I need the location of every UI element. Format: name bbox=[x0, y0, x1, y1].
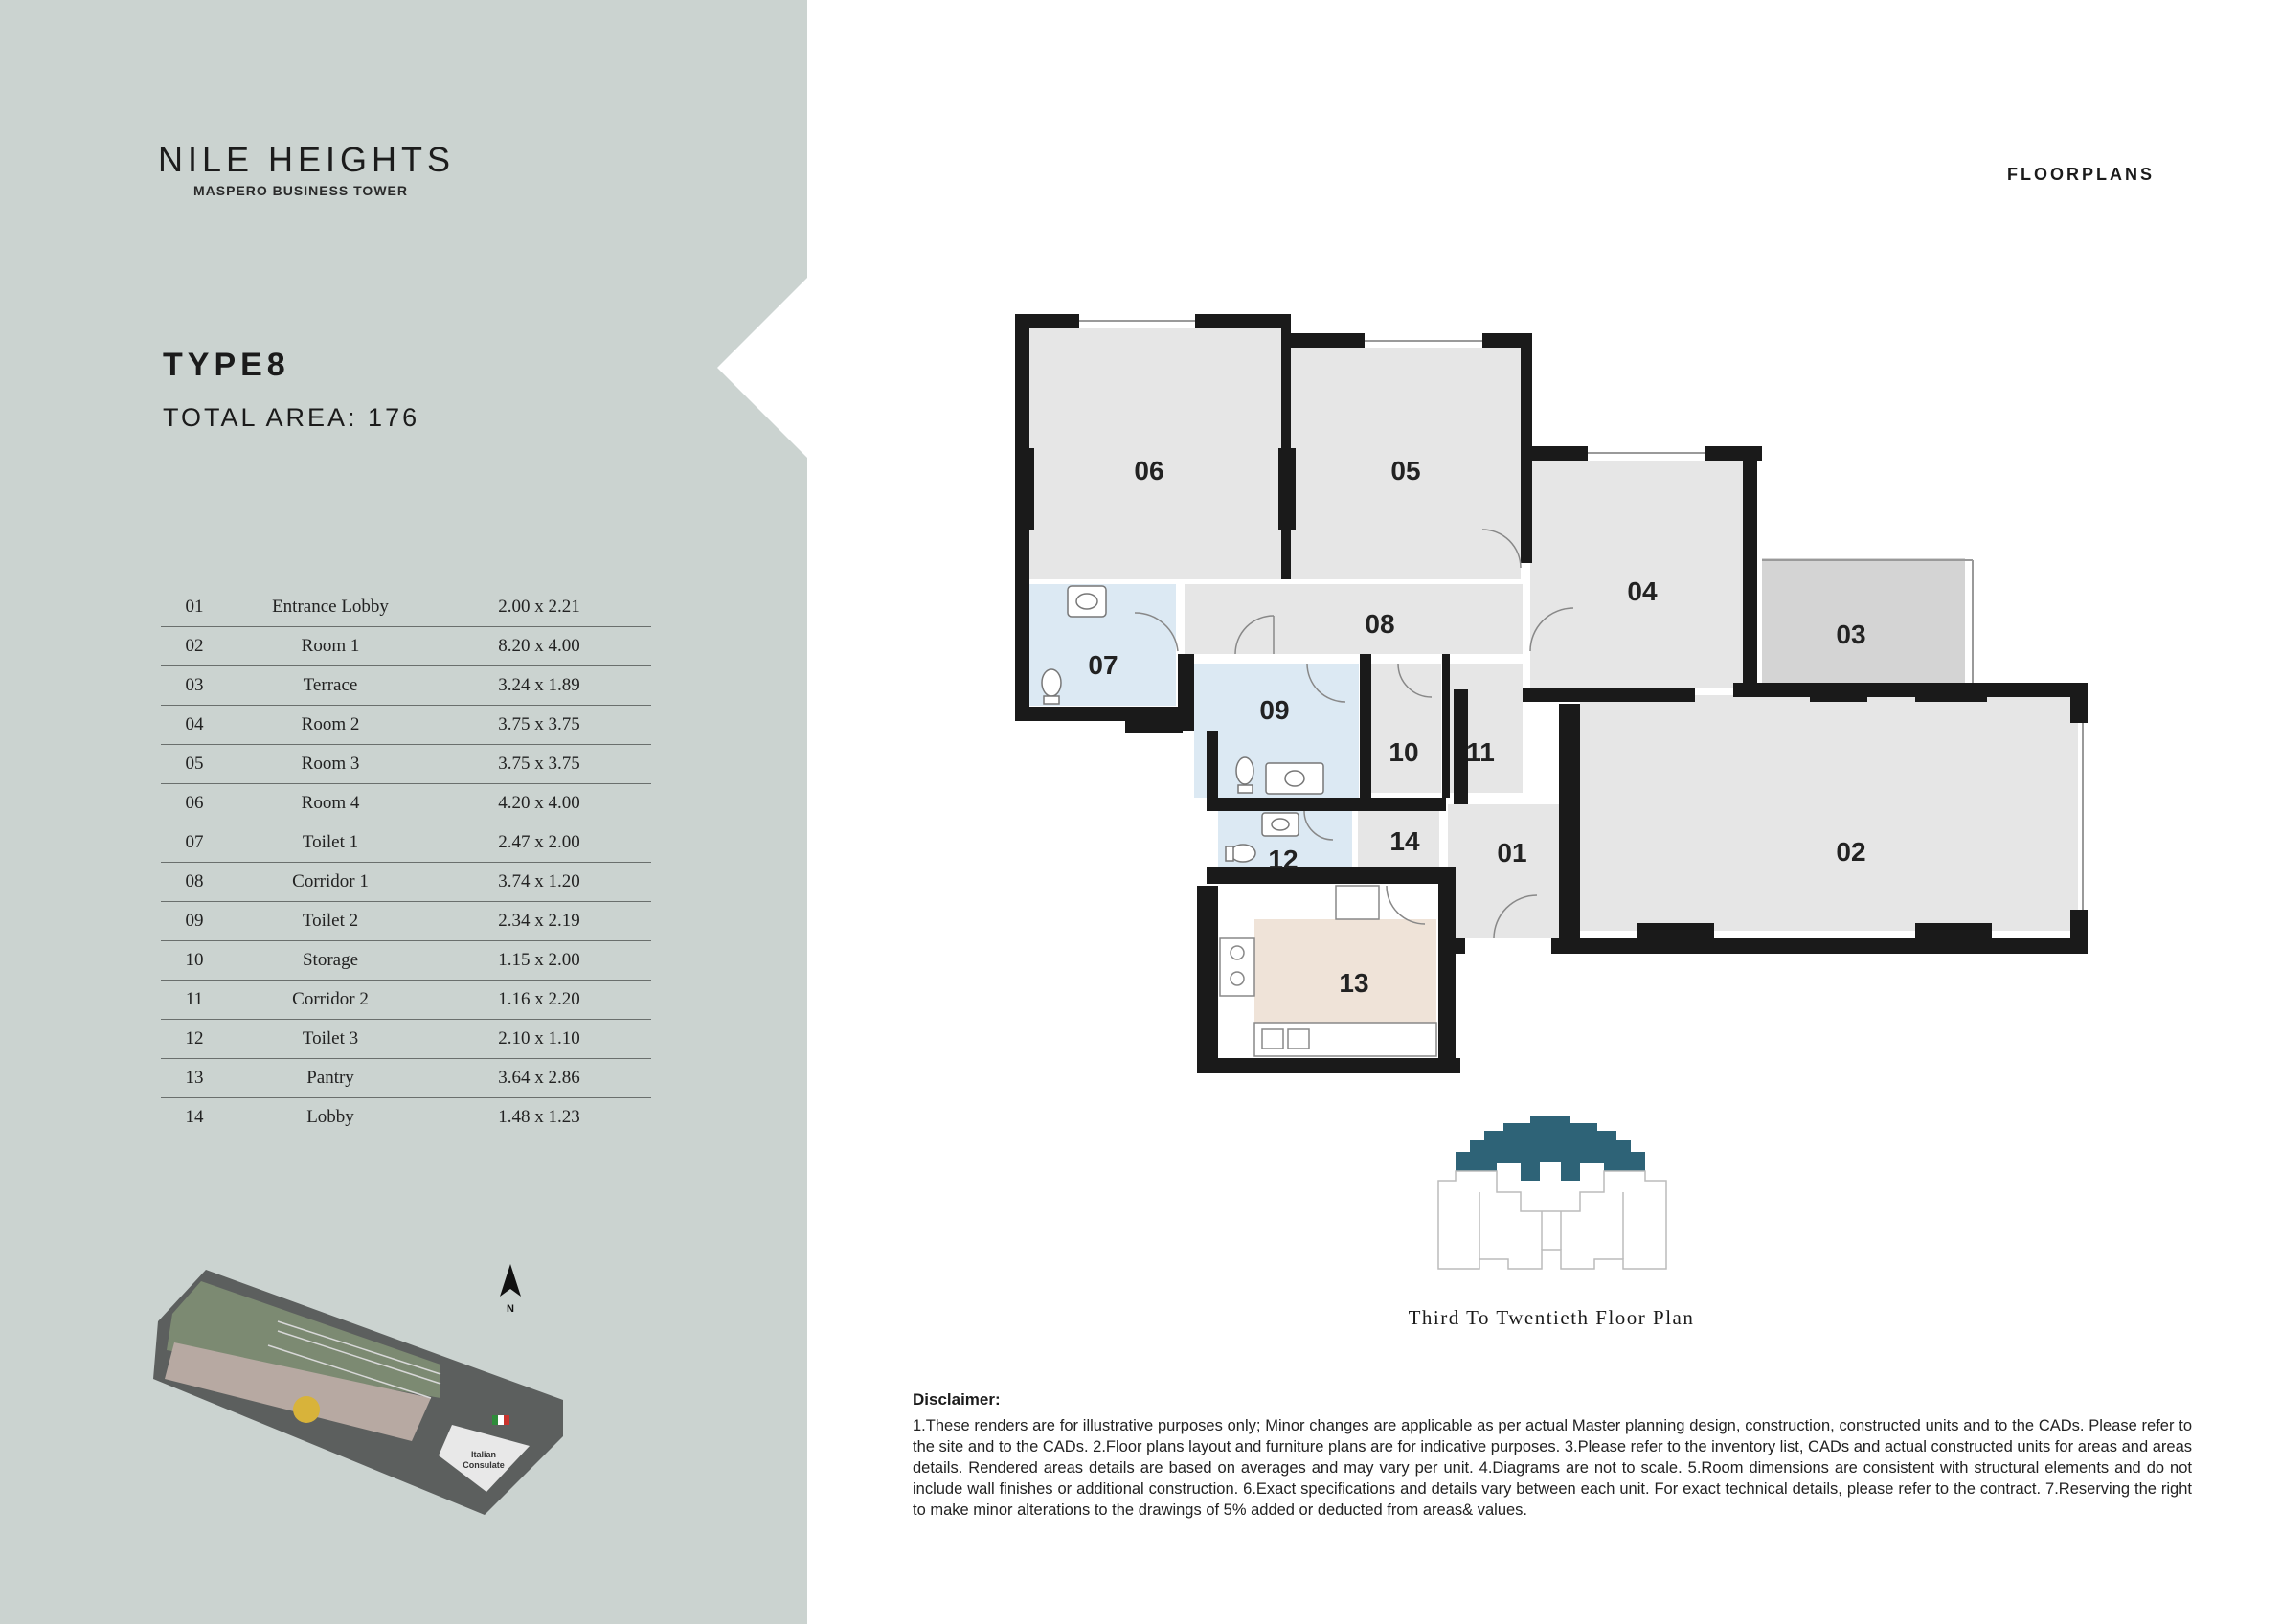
table-row bbox=[161, 902, 651, 941]
storage-10-fill bbox=[1369, 664, 1441, 793]
room-dimensions: 1.16 x 2.20 bbox=[498, 989, 580, 1009]
room-dimensions: 3.75 x 3.75 bbox=[498, 714, 580, 734]
section-title: FLOORPLANS bbox=[2007, 165, 2155, 184]
key-plan bbox=[1427, 1106, 1685, 1278]
total-area: TOTAL AREA: 176 bbox=[163, 403, 420, 432]
room-number: 10 bbox=[185, 950, 204, 970]
entrance-01-fill bbox=[1448, 804, 1572, 938]
room-number: 08 bbox=[185, 871, 204, 891]
room-name: Corridor 1 bbox=[292, 871, 369, 891]
room-number: 01 bbox=[185, 597, 204, 617]
room-number: 06 bbox=[185, 793, 204, 813]
table-row bbox=[161, 981, 651, 1020]
unit-type-title: TYPE8 bbox=[163, 347, 290, 383]
room-label-05: 05 bbox=[1390, 456, 1421, 485]
table-row bbox=[161, 588, 651, 627]
room-dimensions: 8.20 x 4.00 bbox=[498, 636, 580, 656]
room-dimensions: 4.20 x 4.00 bbox=[498, 793, 580, 813]
room-label-08: 08 bbox=[1365, 609, 1395, 639]
table-row bbox=[161, 823, 651, 863]
room-name: Room 4 bbox=[301, 793, 360, 813]
room-number: 11 bbox=[185, 989, 204, 1009]
room-number: 14 bbox=[185, 1107, 204, 1127]
room-dimensions: 2.10 x 1.10 bbox=[498, 1028, 580, 1049]
room-dimensions: 3.24 x 1.89 bbox=[498, 675, 580, 695]
room-name: Toilet 3 bbox=[302, 1028, 359, 1049]
room-name: Pantry bbox=[306, 1068, 354, 1088]
room-name: Room 2 bbox=[301, 714, 360, 734]
room-name: Room 1 bbox=[301, 636, 360, 656]
room-name: Entrance Lobby bbox=[272, 597, 389, 617]
room-dimensions: 2.34 x 2.19 bbox=[498, 911, 580, 931]
room-number: 09 bbox=[185, 911, 204, 931]
brand-name: NILE HEIGHTS bbox=[158, 140, 456, 179]
flag-green bbox=[492, 1415, 498, 1425]
table-row bbox=[161, 627, 651, 666]
floor-plan-caption: Third To Twentieth Floor Plan bbox=[1408, 1306, 1695, 1329]
table-row bbox=[161, 1059, 651, 1098]
room-label-07: 07 bbox=[1088, 650, 1118, 680]
room-name: Toilet 1 bbox=[302, 832, 359, 852]
table-row bbox=[161, 941, 651, 981]
room-name: Toilet 2 bbox=[302, 911, 359, 931]
room-number: 03 bbox=[185, 675, 204, 695]
room-name: Terrace bbox=[303, 675, 358, 695]
room-label-03: 03 bbox=[1836, 620, 1866, 649]
brand-subtitle: MASPERO BUSINESS TOWER bbox=[193, 183, 408, 198]
table-row bbox=[161, 666, 651, 706]
north-label: N bbox=[507, 1303, 514, 1315]
room-label-14: 14 bbox=[1389, 826, 1420, 856]
floor-plan bbox=[1005, 306, 2107, 1082]
corridor-08-fill bbox=[1185, 584, 1523, 654]
room-dimensions: 2.00 x 2.21 bbox=[498, 597, 580, 617]
table-row bbox=[161, 1098, 651, 1137]
table-row bbox=[161, 863, 651, 902]
room-06-fill bbox=[1029, 328, 1281, 579]
room-label-12: 12 bbox=[1268, 845, 1299, 874]
room-label-02: 02 bbox=[1836, 837, 1866, 867]
table-row bbox=[161, 1020, 651, 1059]
room-label-04: 04 bbox=[1627, 576, 1658, 606]
flag-white bbox=[498, 1415, 504, 1425]
site-plan-fountain bbox=[293, 1396, 320, 1423]
room-dimensions: 2.47 x 2.00 bbox=[498, 832, 580, 852]
room-label-01: 01 bbox=[1497, 838, 1527, 868]
north-arrow-icon bbox=[496, 1262, 525, 1316]
sidebar-notch bbox=[717, 277, 808, 459]
room-label-06: 06 bbox=[1134, 456, 1164, 485]
room-label-10: 10 bbox=[1389, 737, 1419, 767]
room-02-fill bbox=[1580, 695, 2078, 931]
room-label-11: 11 bbox=[1466, 737, 1495, 767]
room-name: Storage bbox=[302, 950, 359, 970]
room-number: 05 bbox=[185, 754, 204, 774]
table-row bbox=[161, 706, 651, 745]
room-number: 12 bbox=[185, 1028, 204, 1049]
room-dimensions: 1.15 x 2.00 bbox=[498, 950, 580, 970]
room-number: 13 bbox=[185, 1068, 204, 1088]
room-dimensions: 1.48 x 1.23 bbox=[498, 1107, 580, 1127]
consulate-label-line1: Italian bbox=[470, 1450, 497, 1459]
room-name: Lobby bbox=[306, 1107, 354, 1127]
room-label-13: 13 bbox=[1339, 968, 1369, 998]
room-number: 07 bbox=[185, 832, 204, 852]
room-name: Room 3 bbox=[301, 754, 360, 774]
room-name: Corridor 2 bbox=[292, 989, 369, 1009]
area-table bbox=[161, 588, 651, 1137]
consulate-label-line2: Consulate bbox=[463, 1460, 505, 1470]
disclaimer-text: 1.These renders are for illustrative purposes only; Minor changes are applicable as per actual Master planning design, construction, constructed units and to the CADs. Please refer to the site and to the CADs. 2.Floor plans layout and furniture plans are for indicative purposes. 3.Please refer to the inventory list, CADs and actual constructed units for areas and areas details. Rendered areas details are based on averages and may vary per unit. 4.Diagrams are not to scale. 5.Room dimensions are consistent with structural elements and do not include wall finishes or additional construction. 6.Exact specifications and details vary between each unit. For exact technical details, please refer to the contract. 7.Reserving the right to make minor alterations to the drawings of 5% added or deducted from areas& values. bbox=[913, 1417, 2192, 1519]
room-dimensions: 3.75 x 3.75 bbox=[498, 754, 580, 774]
table-row bbox=[161, 784, 651, 823]
room-dimensions: 3.64 x 2.86 bbox=[498, 1068, 580, 1088]
room-04-fill bbox=[1530, 461, 1743, 688]
key-plan-outline bbox=[1438, 1171, 1666, 1269]
disclaimer-title: Disclaimer: bbox=[913, 1390, 1001, 1409]
table-row bbox=[161, 745, 651, 784]
room-dimensions: 3.74 x 1.20 bbox=[498, 871, 580, 891]
room-label-09: 09 bbox=[1259, 695, 1290, 725]
room-number: 02 bbox=[185, 636, 204, 656]
flag-red bbox=[504, 1415, 509, 1425]
sidebar-panel bbox=[0, 0, 807, 1624]
room-number: 04 bbox=[185, 714, 204, 734]
